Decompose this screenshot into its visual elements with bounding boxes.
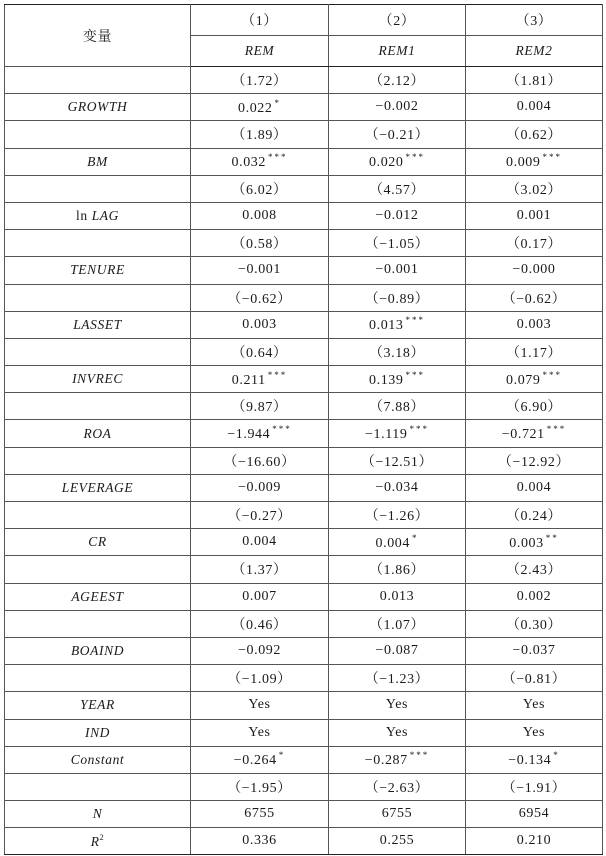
variable-name-cell <box>5 202 191 229</box>
cell-value: 0.336 <box>242 833 277 849</box>
cell-value: （2.43） <box>505 563 563 579</box>
value-cell <box>329 610 466 637</box>
cell-value: −0.001 <box>375 262 419 278</box>
value-cell <box>191 474 329 501</box>
value-cell <box>466 311 603 338</box>
value-cell <box>191 801 329 828</box>
variable-name: GROWTH <box>67 99 128 115</box>
significance-stars: *** <box>405 369 425 380</box>
variable-name-cell <box>5 447 191 474</box>
significance-stars: *** <box>405 315 425 326</box>
value-cell <box>329 148 466 175</box>
value-cell <box>329 284 466 311</box>
value-cell <box>329 583 466 610</box>
cell-value: 0.210 <box>516 833 552 849</box>
variable-name-cell <box>5 420 191 447</box>
table-row <box>5 610 603 637</box>
cell-value: −0.134 <box>508 753 552 769</box>
regression-table <box>4 4 603 855</box>
cell-value: −0.000 <box>512 262 556 278</box>
cell-value: 0.022 <box>238 100 273 116</box>
cell-value: （−0.62） <box>501 291 567 307</box>
significance-stars: *** <box>542 152 562 163</box>
table-row <box>5 67 603 94</box>
cell-value: −0.721 <box>501 427 545 443</box>
cell-value: 0.003 <box>509 535 544 551</box>
table-row <box>5 447 603 474</box>
cell-value: 0.013 <box>369 318 404 334</box>
table-row <box>5 746 603 773</box>
variable-name-cell <box>5 828 191 855</box>
value-cell <box>466 94 603 121</box>
cell-value: （−0.27） <box>227 509 292 525</box>
cell-value: 0.004 <box>516 99 552 115</box>
variable-name: YEAR <box>80 697 115 713</box>
value-cell <box>191 502 329 529</box>
cell-value: （−0.89） <box>364 291 430 307</box>
variable-column-header: 变量 <box>5 5 191 67</box>
cell-value: （−2.63） <box>364 780 430 796</box>
table-row <box>5 556 603 583</box>
value-cell <box>191 665 329 692</box>
significance-stars: *** <box>267 369 288 380</box>
value-cell <box>466 556 603 583</box>
value-cell <box>329 773 466 800</box>
variable-name: ROA <box>83 425 112 441</box>
table-header <box>5 5 603 67</box>
table-row <box>5 257 603 284</box>
variable-superscript: 2 <box>99 832 105 842</box>
table-row <box>5 148 603 175</box>
table-row <box>5 366 603 393</box>
cell-value: 0.003 <box>242 316 277 332</box>
table-row <box>5 502 603 529</box>
variable-name: BM <box>87 153 108 169</box>
variable-name-cell <box>5 257 191 284</box>
cell-value: （0.30） <box>505 617 563 633</box>
value-cell <box>466 393 603 420</box>
variable-name: LAG <box>91 208 119 224</box>
significance-stars: * <box>278 750 286 761</box>
cell-value: 0.008 <box>242 208 277 224</box>
table-row <box>5 284 603 311</box>
value-cell <box>466 692 603 719</box>
cell-value: 0.211 <box>231 372 266 388</box>
value-cell <box>191 610 329 637</box>
cell-value: 0.009 <box>506 155 541 171</box>
table-row <box>5 583 603 610</box>
cell-value: −1.944 <box>227 427 271 443</box>
cell-value: （−1.91） <box>501 780 567 796</box>
value-cell <box>191 692 329 719</box>
value-cell <box>466 474 603 501</box>
significance-stars: * <box>274 97 281 108</box>
variable-name-cell <box>5 311 191 338</box>
value-cell <box>466 637 603 664</box>
variable-name-cell <box>5 583 191 610</box>
value-cell <box>191 67 329 94</box>
value-cell <box>191 719 329 746</box>
cell-value: （1.37） <box>231 563 288 579</box>
value-cell <box>466 529 603 556</box>
cell-value: （0.64） <box>231 345 288 361</box>
table-row <box>5 175 603 202</box>
value-cell <box>191 529 329 556</box>
variable-name-cell <box>5 746 191 773</box>
dependent-variable-rem2: REM2 <box>466 36 603 67</box>
variable-name: LEVERAGE <box>61 479 134 495</box>
value-cell <box>466 665 603 692</box>
value-cell <box>329 665 466 692</box>
cell-value: （0.46） <box>231 617 288 633</box>
value-cell <box>329 202 466 229</box>
cell-value: 0.255 <box>379 833 415 849</box>
value-cell <box>466 366 603 393</box>
variable-name-cell <box>5 67 191 94</box>
significance-stars: *** <box>546 424 567 435</box>
value-cell <box>329 746 466 773</box>
value-cell <box>329 447 466 474</box>
value-cell <box>466 420 603 447</box>
cell-value: −0.001 <box>238 262 281 278</box>
cell-value: 0.004 <box>516 479 552 495</box>
cell-value: （0.17） <box>505 237 563 253</box>
table-row <box>5 420 603 447</box>
value-cell <box>191 366 329 393</box>
cell-value: 0.139 <box>369 372 404 388</box>
variable-name-cell <box>5 610 191 637</box>
cell-value: （−1.95） <box>227 780 292 796</box>
cell-value: （1.86） <box>368 563 426 579</box>
cell-value: 6755 <box>381 806 413 822</box>
value-cell <box>329 311 466 338</box>
significance-stars: *** <box>272 424 292 435</box>
table-row <box>5 692 603 719</box>
table-row <box>5 529 603 556</box>
variable-name: N <box>92 806 103 822</box>
variable-name: CR <box>88 534 107 550</box>
cell-value: Yes <box>248 697 271 713</box>
value-cell <box>329 474 466 501</box>
value-cell <box>329 692 466 719</box>
cell-value: （3.02） <box>505 182 563 198</box>
value-cell <box>329 719 466 746</box>
value-cell <box>329 257 466 284</box>
value-cell <box>191 637 329 664</box>
variable-prefix: ln <box>76 208 88 224</box>
significance-stars: *** <box>268 152 288 163</box>
value-cell <box>466 257 603 284</box>
table-row <box>5 393 603 420</box>
value-cell <box>466 148 603 175</box>
value-cell <box>466 230 603 257</box>
cell-value: （−16.60） <box>223 454 296 470</box>
cell-value: （−1.23） <box>364 672 430 688</box>
value-cell <box>329 121 466 148</box>
variable-name-cell <box>5 637 191 664</box>
value-cell <box>329 393 466 420</box>
cell-value: Yes <box>248 724 271 740</box>
cell-value: （0.24） <box>505 509 563 525</box>
significance-stars: *** <box>409 750 430 761</box>
cell-value: Yes <box>385 724 409 740</box>
significance-stars: * <box>553 750 560 761</box>
value-cell <box>466 447 603 474</box>
cell-value: 6954 <box>518 806 550 822</box>
value-cell <box>329 502 466 529</box>
value-cell <box>191 230 329 257</box>
cell-value: （9.87） <box>231 400 288 416</box>
variable-name-cell <box>5 284 191 311</box>
value-cell <box>329 556 466 583</box>
value-cell <box>329 338 466 365</box>
value-cell <box>466 202 603 229</box>
cell-value: 0.079 <box>506 372 541 388</box>
table-row <box>5 637 603 664</box>
value-cell <box>191 828 329 855</box>
cell-value: −0.037 <box>512 643 556 659</box>
table-row <box>5 773 603 800</box>
value-cell <box>466 67 603 94</box>
table-row <box>5 828 603 855</box>
variable-name-cell <box>5 556 191 583</box>
value-cell <box>466 801 603 828</box>
cell-value: Yes <box>522 697 546 713</box>
value-cell <box>191 148 329 175</box>
cell-value: −0.087 <box>375 643 419 659</box>
cell-value: 0.004 <box>375 535 410 551</box>
value-cell <box>329 94 466 121</box>
value-cell <box>466 583 603 610</box>
value-cell <box>191 94 329 121</box>
value-cell <box>329 637 466 664</box>
cell-value: （1.89） <box>231 128 288 144</box>
value-cell <box>466 284 603 311</box>
variable-name-cell <box>5 801 191 828</box>
value-cell <box>466 610 603 637</box>
variable-name: TENURE <box>70 262 125 278</box>
variable-name-cell <box>5 393 191 420</box>
cell-value: −0.034 <box>375 479 419 495</box>
cell-value: −0.002 <box>375 99 419 115</box>
value-cell <box>329 366 466 393</box>
value-cell <box>191 311 329 338</box>
variable-name: R <box>90 833 100 849</box>
cell-value: （4.57） <box>368 182 426 198</box>
value-cell <box>191 393 329 420</box>
cell-value: （1.72） <box>231 74 288 90</box>
variable-name: IND <box>84 724 111 740</box>
table-row <box>5 94 603 121</box>
cell-value: 0.003 <box>516 316 552 332</box>
value-cell <box>191 556 329 583</box>
value-cell <box>191 257 329 284</box>
variable-name: Constant <box>70 751 125 767</box>
variable-name-cell <box>5 665 191 692</box>
value-cell <box>466 828 603 855</box>
table-row <box>5 338 603 365</box>
value-cell <box>329 529 466 556</box>
variable-name-cell <box>5 502 191 529</box>
cell-value: −0.092 <box>238 643 281 659</box>
cell-value: （−12.51） <box>360 454 434 470</box>
cell-value: 0.007 <box>242 588 277 604</box>
variable-name-cell <box>5 474 191 501</box>
dependent-variable-rem: REM <box>191 36 329 67</box>
variable-name-cell <box>5 94 191 121</box>
value-cell <box>191 175 329 202</box>
value-cell <box>191 746 329 773</box>
cell-value: （−1.09） <box>227 672 292 688</box>
cell-value: （2.12） <box>368 74 426 90</box>
table-row <box>5 474 603 501</box>
cell-value: （−0.21） <box>364 128 430 144</box>
value-cell <box>191 447 329 474</box>
table-row <box>5 665 603 692</box>
table-row <box>5 311 603 338</box>
cell-value: −0.009 <box>238 479 281 495</box>
value-cell <box>329 175 466 202</box>
significance-stars: *** <box>409 424 429 435</box>
cell-value: （3.18） <box>368 345 426 361</box>
cell-value: 0.032 <box>231 155 266 171</box>
variable-name-cell <box>5 230 191 257</box>
value-cell <box>191 121 329 148</box>
column-number-2: （2） <box>329 5 466 36</box>
cell-value: 0.013 <box>379 588 415 604</box>
cell-value: （−12.92） <box>497 454 571 470</box>
cell-value: 0.020 <box>369 155 404 171</box>
table-row <box>5 202 603 229</box>
value-cell <box>329 67 466 94</box>
variable-name-cell <box>5 719 191 746</box>
value-cell <box>191 420 329 447</box>
column-number-1: （1） <box>191 5 329 36</box>
cell-value: （0.58） <box>231 237 288 253</box>
variable-name-cell <box>5 529 191 556</box>
variable-name-cell <box>5 366 191 393</box>
variable-name-cell <box>5 121 191 148</box>
dependent-variable-rem1: REM1 <box>329 36 466 67</box>
table-row <box>5 801 603 828</box>
cell-value: 0.001 <box>516 208 552 224</box>
value-cell <box>191 583 329 610</box>
cell-value: 0.002 <box>516 588 552 604</box>
cell-value: （1.17） <box>505 345 563 361</box>
cell-value: Yes <box>522 724 546 740</box>
cell-value: （1.81） <box>505 74 563 90</box>
value-cell <box>191 284 329 311</box>
significance-stars: * <box>412 532 419 543</box>
variable-name-cell <box>5 692 191 719</box>
variable-name: AGEEST <box>71 588 124 604</box>
cell-value: （0.62） <box>505 128 563 144</box>
variable-name-cell <box>5 338 191 365</box>
significance-stars: *** <box>405 152 425 163</box>
value-cell <box>466 719 603 746</box>
value-cell <box>329 420 466 447</box>
cell-value: （1.07） <box>368 617 426 633</box>
cell-value: （−0.81） <box>501 672 567 688</box>
value-cell <box>466 773 603 800</box>
cell-value: （−1.05） <box>364 237 430 253</box>
value-cell <box>466 746 603 773</box>
variable-name-cell <box>5 773 191 800</box>
cell-value: −0.012 <box>375 208 419 224</box>
cell-value: （7.88） <box>368 400 426 416</box>
value-cell <box>466 338 603 365</box>
value-cell <box>329 230 466 257</box>
cell-value: 6755 <box>244 806 275 822</box>
value-cell <box>191 338 329 365</box>
value-cell <box>466 502 603 529</box>
cell-value: −0.287 <box>364 753 408 769</box>
value-cell <box>191 773 329 800</box>
cell-value: −0.264 <box>233 753 277 769</box>
variable-name-cell <box>5 175 191 202</box>
variable-name: BOAIND <box>70 643 125 659</box>
value-cell <box>466 175 603 202</box>
value-cell <box>329 828 466 855</box>
value-cell <box>466 121 603 148</box>
column-number-3: （3） <box>466 5 603 36</box>
cell-value: （−1.26） <box>364 509 430 525</box>
significance-stars: ** <box>545 532 559 543</box>
cell-value: （−0.62） <box>227 291 292 307</box>
variable-name: LASSET <box>73 316 122 332</box>
value-cell <box>191 202 329 229</box>
regression-table-wrapper <box>4 4 602 855</box>
variable-name: INVREC <box>72 371 123 387</box>
cell-value: −1.119 <box>365 427 408 443</box>
table-row <box>5 719 603 746</box>
table-body <box>5 67 603 855</box>
value-cell <box>329 801 466 828</box>
cell-value: （6.02） <box>231 182 288 198</box>
cell-value: Yes <box>385 697 409 713</box>
table-row <box>5 121 603 148</box>
variable-name-cell <box>5 148 191 175</box>
cell-value: 0.004 <box>242 534 277 550</box>
cell-value: （6.90） <box>505 400 563 416</box>
significance-stars: *** <box>542 369 562 380</box>
table-row <box>5 230 603 257</box>
